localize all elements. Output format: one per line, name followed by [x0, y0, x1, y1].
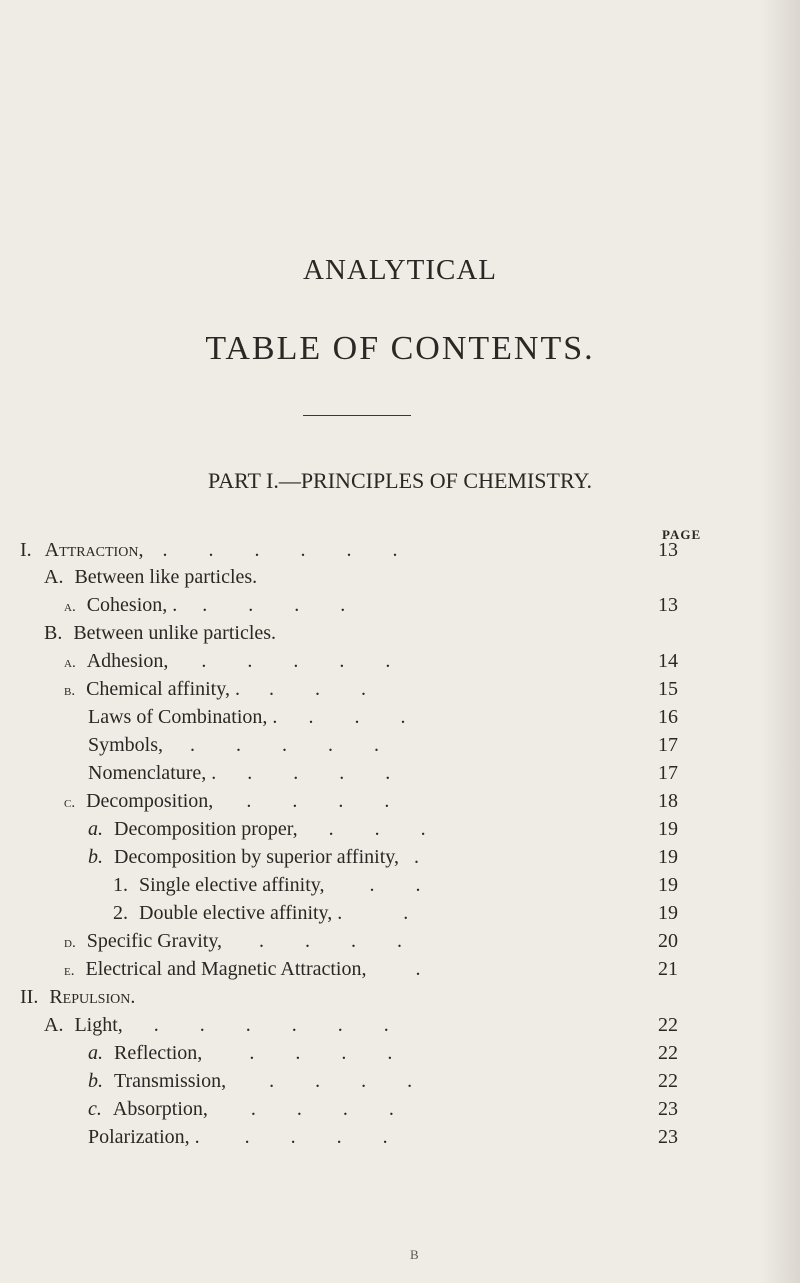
entry-leader: . — [403, 902, 409, 924]
toc-entry — [88, 759, 408, 787]
title-line-1: ANALYTICAL — [303, 254, 497, 286]
signature-mark: B — [410, 1247, 419, 1262]
entry-marker: A. — [44, 1014, 64, 1036]
entry-text: Nomenclature, . — [88, 762, 217, 784]
entry-marker: b. — [88, 846, 103, 868]
toc-entry — [44, 619, 276, 647]
entry-marker: b. — [64, 683, 76, 699]
entry-page: 19 — [658, 818, 678, 840]
entry-page: 19 — [658, 846, 678, 868]
entry-leader: . . . . — [249, 1042, 411, 1064]
entry-text: Repulsion. — [49, 986, 136, 1008]
toc-entry — [88, 1123, 406, 1151]
entry-page: 19 — [658, 874, 678, 896]
entry-marker: d. — [64, 935, 76, 951]
entry-text: Electrical and Magnetic Attraction, — [85, 958, 367, 980]
entry-page: 13 — [658, 539, 678, 561]
entry-text: Absorption, — [112, 1098, 208, 1120]
toc-entry — [44, 1011, 407, 1039]
entry-text: Between unlike particles. — [73, 622, 277, 644]
entry-page: 19 — [658, 902, 678, 924]
entry-marker: c. — [64, 795, 76, 811]
entry-text: Light, — [74, 1014, 123, 1036]
page-column-label: PAGE — [662, 527, 702, 542]
toc-entry — [64, 675, 384, 703]
title-line-2: TABLE OF CONTENTS. — [205, 330, 595, 367]
entry-text: Cohesion, . — [86, 594, 178, 616]
entry-leader: . . . . — [247, 762, 409, 784]
entry-leader: . — [413, 846, 419, 868]
toc-entry — [113, 871, 439, 899]
entry-leader: . . . . — [244, 1126, 406, 1148]
entry-page: 13 — [658, 594, 678, 616]
toc-entry — [64, 955, 420, 983]
entry-marker: a. — [64, 599, 76, 615]
entry-page: 20 — [658, 930, 678, 952]
entry-marker: A. — [44, 566, 64, 588]
entry-leader: . . . . . . — [153, 1014, 407, 1036]
entry-page: 17 — [658, 734, 678, 756]
entry-marker: B. — [44, 622, 63, 644]
toc-entry — [88, 815, 444, 843]
entry-leader: . . . — [308, 706, 424, 728]
entry-leader: . . . . — [202, 594, 364, 616]
entry-marker: a. — [88, 1042, 103, 1064]
entry-marker: e. — [64, 963, 75, 979]
entry-text: Laws of Combination, . — [88, 706, 278, 728]
entry-page: 22 — [658, 1070, 678, 1092]
entry-leader: . . — [369, 874, 439, 896]
entry-leader: . . . . — [246, 790, 408, 812]
toc-entry — [88, 843, 419, 871]
entry-text: Transmission, — [114, 1070, 227, 1092]
entry-marker: I. — [20, 539, 32, 561]
entry-text: Reflection, — [114, 1042, 203, 1064]
entry-page: 16 — [658, 706, 678, 728]
toc-entry — [88, 1039, 410, 1067]
entry-page: 17 — [658, 762, 678, 784]
toc-entry — [64, 647, 408, 675]
entry-page: 14 — [658, 650, 678, 672]
entry-text: Chemical affinity, . — [86, 678, 240, 700]
entry-text: Single elective affinity, — [139, 874, 325, 896]
entry-page: 18 — [658, 790, 678, 812]
entry-page: 15 — [658, 678, 678, 700]
toc-entry — [20, 983, 135, 1011]
entry-text: Polarization, . — [88, 1126, 200, 1148]
entry-marker: c. — [88, 1098, 102, 1120]
entry-leader: . . . . — [259, 930, 421, 952]
entry-page: 21 — [658, 958, 678, 980]
title-rule — [303, 415, 411, 416]
toc-entry — [64, 927, 420, 955]
entry-text: Between like particles. — [74, 566, 258, 588]
entry-text: Double elective affinity, . — [139, 902, 343, 924]
toc-entry — [88, 703, 423, 731]
entry-leader: . . . . — [250, 1098, 412, 1120]
toc-entry — [113, 899, 408, 927]
entry-text: Specific Gravity, — [86, 930, 223, 952]
entry-page: 23 — [658, 1098, 678, 1120]
entry-page: 23 — [658, 1126, 678, 1148]
toc-entry — [88, 1067, 430, 1095]
entry-text: Attraction, — [44, 539, 144, 561]
toc-entry — [64, 591, 363, 619]
entry-marker: a. — [64, 655, 76, 671]
entry-text: Symbols, — [88, 734, 164, 756]
entry-text: Decomposition proper, — [114, 818, 298, 840]
entry-leader: . . . . . — [190, 734, 398, 756]
entry-marker: 2. — [113, 902, 128, 924]
entry-text: Decomposition, — [86, 790, 214, 812]
entry-page: 22 — [658, 1042, 678, 1064]
entry-text: Decomposition by superior affinity, — [114, 846, 399, 868]
entry-marker: b. — [88, 1070, 103, 1092]
entry-leader: . . . . — [269, 1070, 431, 1092]
entry-marker: 1. — [113, 874, 128, 896]
entry-text: Adhesion, — [86, 650, 169, 672]
entry-leader: . — [415, 958, 421, 980]
entry-leader: . . . — [268, 678, 384, 700]
entry-marker: II. — [20, 986, 39, 1008]
entry-leader: . . . — [328, 818, 444, 840]
part-heading: PART I.—PRINCIPLES OF CHEMISTRY. — [208, 468, 592, 493]
entry-leader: . . . . . — [201, 650, 409, 672]
toc-entry — [88, 731, 397, 759]
entry-page: 22 — [658, 1014, 678, 1036]
entry-marker: a. — [88, 818, 103, 840]
toc-entry — [88, 1095, 412, 1123]
toc-entry — [20, 536, 415, 564]
entry-leader: . . . . . . — [162, 539, 416, 561]
toc-entry — [64, 787, 407, 815]
toc-entry — [44, 563, 257, 591]
page-edge-shadow — [760, 0, 800, 1283]
